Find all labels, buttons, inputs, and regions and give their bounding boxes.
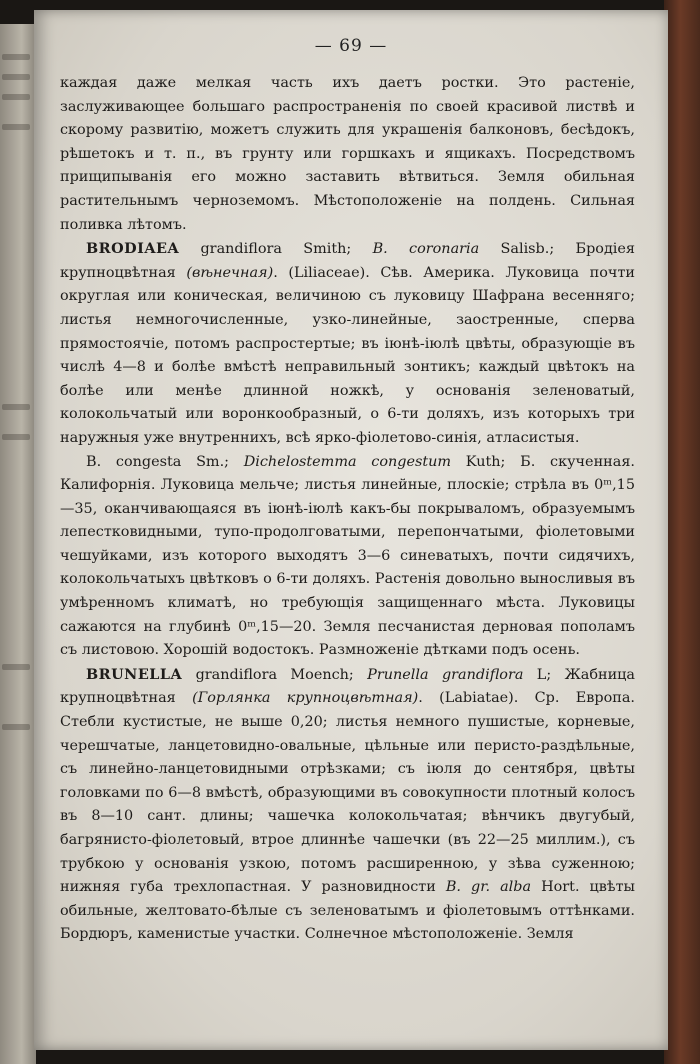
- entry-brodiaea: [60, 237, 635, 450]
- entry-text: L; Жабница крупноцвѣтная: [60, 666, 636, 707]
- ghost-text: [2, 434, 30, 440]
- common-name: (вѣнечная): [186, 264, 274, 281]
- book-cover-edge: [664, 0, 700, 1064]
- entry-text: Hort. цвѣты обильные, желтовато-бѣлые съ зеленоватымъ и фіолетовымъ оттѣнками. Бордюръ, каменистые участки. Солнечное мѣстоположеніе. Земля: [60, 879, 635, 943]
- ghost-text: [2, 724, 30, 730]
- entry-text: Salisb.; Бродіея крупноцвѣтная: [60, 241, 635, 281]
- ghost-text: [2, 94, 30, 100]
- common-name: (Горлянка крупноцвѣтная): [192, 690, 419, 707]
- page-body: [60, 72, 635, 947]
- ghost-text: [2, 54, 30, 60]
- ghost-text: [2, 124, 30, 130]
- adjacent-page-edge: [0, 24, 36, 1064]
- ghost-text: [2, 74, 30, 80]
- entry-brodiaea-congesta: [60, 451, 635, 663]
- entry-brunella: [60, 663, 635, 947]
- book-page: [34, 10, 668, 1050]
- entry-text: grandiflora Moench;: [182, 666, 368, 683]
- synonym: B. coronaria: [372, 241, 480, 258]
- entry-text: B. congesta Sm.;: [86, 453, 244, 470]
- synonym: Prunella grandiflora: [367, 666, 524, 683]
- entry-text: . (Liliaceae). Сѣв. Америка. Луковица почти округлая или коническая, величиною съ луковицу Шафрана весенняго; листья немногочисленные, узко-линейные, заостренные, сперва прямостоячіе, потомъ распростертые; въ іюнѣ-іюлѣ цвѣты, образующіе въ числѣ 4—8 и болѣе вмѣстѣ неправильный зонтикъ; каждый цвѣтокъ на болѣе или менѣе длинной ножкѣ, у основанія зеленоватый, колокольчатый или воронкообразный, о 6-ти доляхъ, изъ которыхъ три наружныя уже внутреннихъ, всѣ ярко-фіолетово-синія, атласистыя.: [60, 264, 636, 446]
- entry-text: Kuth; Б. скученная. Калифорнія. Луковица мельче; листья линейные, плоскіе; стрѣла въ 0ᵐ,15—35, оканчивающаяся въ іюнѣ-іюлѣ какъ-бы покрываломъ, образуемымъ лепестковидными, тупо-продолговатыми, перепончатыми, фіолетовыми чешуйками, изъ которого выходятъ 3—6 синеватыхъ, почти сидячихъ, колокольчатыхъ цвѣтковъ о 6-ти доляхъ. Растенія довольно выносливыя въ умѣренномъ климатѣ, но требующія защищеннаго мѣста. Луковицы сажаются на глубинѣ 0ᵐ,15—20. Земля песчанистая дерновая пополамъ съ листовою. Хорошій водостокъ. Размноженіе дѣтками подъ осень.: [60, 453, 635, 659]
- page-number: — 69 —: [314, 36, 388, 56]
- entry-text: grandiflora Smith;: [179, 241, 373, 258]
- genus-name: BRUNELLA: [86, 665, 183, 683]
- synonym: Dichelostemma congestum: [243, 453, 452, 470]
- ghost-text: [2, 664, 30, 670]
- variety-name: B. gr. alba: [445, 879, 532, 896]
- paragraph-continuation: каждая даже мелкая часть ихъ даетъ ростки. Это растеніе, заслуживающее большаго распространенія по своей красивой листвѣ и скорому развитію, можетъ служить для украшенія балконовъ, бесѣдокъ, рѣшетокъ и т. п., въ грунту или горшкахъ и ящикахъ. Посредствомъ прищипыванія его можно заставить вѣтвиться. Земля обильная растительнымъ черноземомъ. Мѣстоположеніе на полдень. Сильная поливка лѣтомъ.: [60, 75, 635, 233]
- genus-name: BRODIAEA: [86, 240, 180, 258]
- ghost-text: [2, 404, 30, 410]
- entry-text: . (Labiatae). Ср. Европа. Стебли кустистые, не выше 0,20; листья немного пушистые, корневые, черешчатые, ланцетовидно-овальные, цѣльные или перисто-раздѣльные, съ линейно-ланцетовидными отрѣзками; съ іюля до сентября, цвѣты головками по 6—8 вмѣстѣ, образующими въ совокупности плотный колосъ въ 8—10 сант. длины; чашечка колокольчатая; вѣнчикъ двугубый, багрянисто-фіолетовый, втрое длиннѣе чашечки (въ 22—25 миллим.), съ трубкою у основанія узкою, потомъ расширенною, у зѣва суженною; нижняя губа трехлопастная. У разновидности: [60, 690, 635, 896]
